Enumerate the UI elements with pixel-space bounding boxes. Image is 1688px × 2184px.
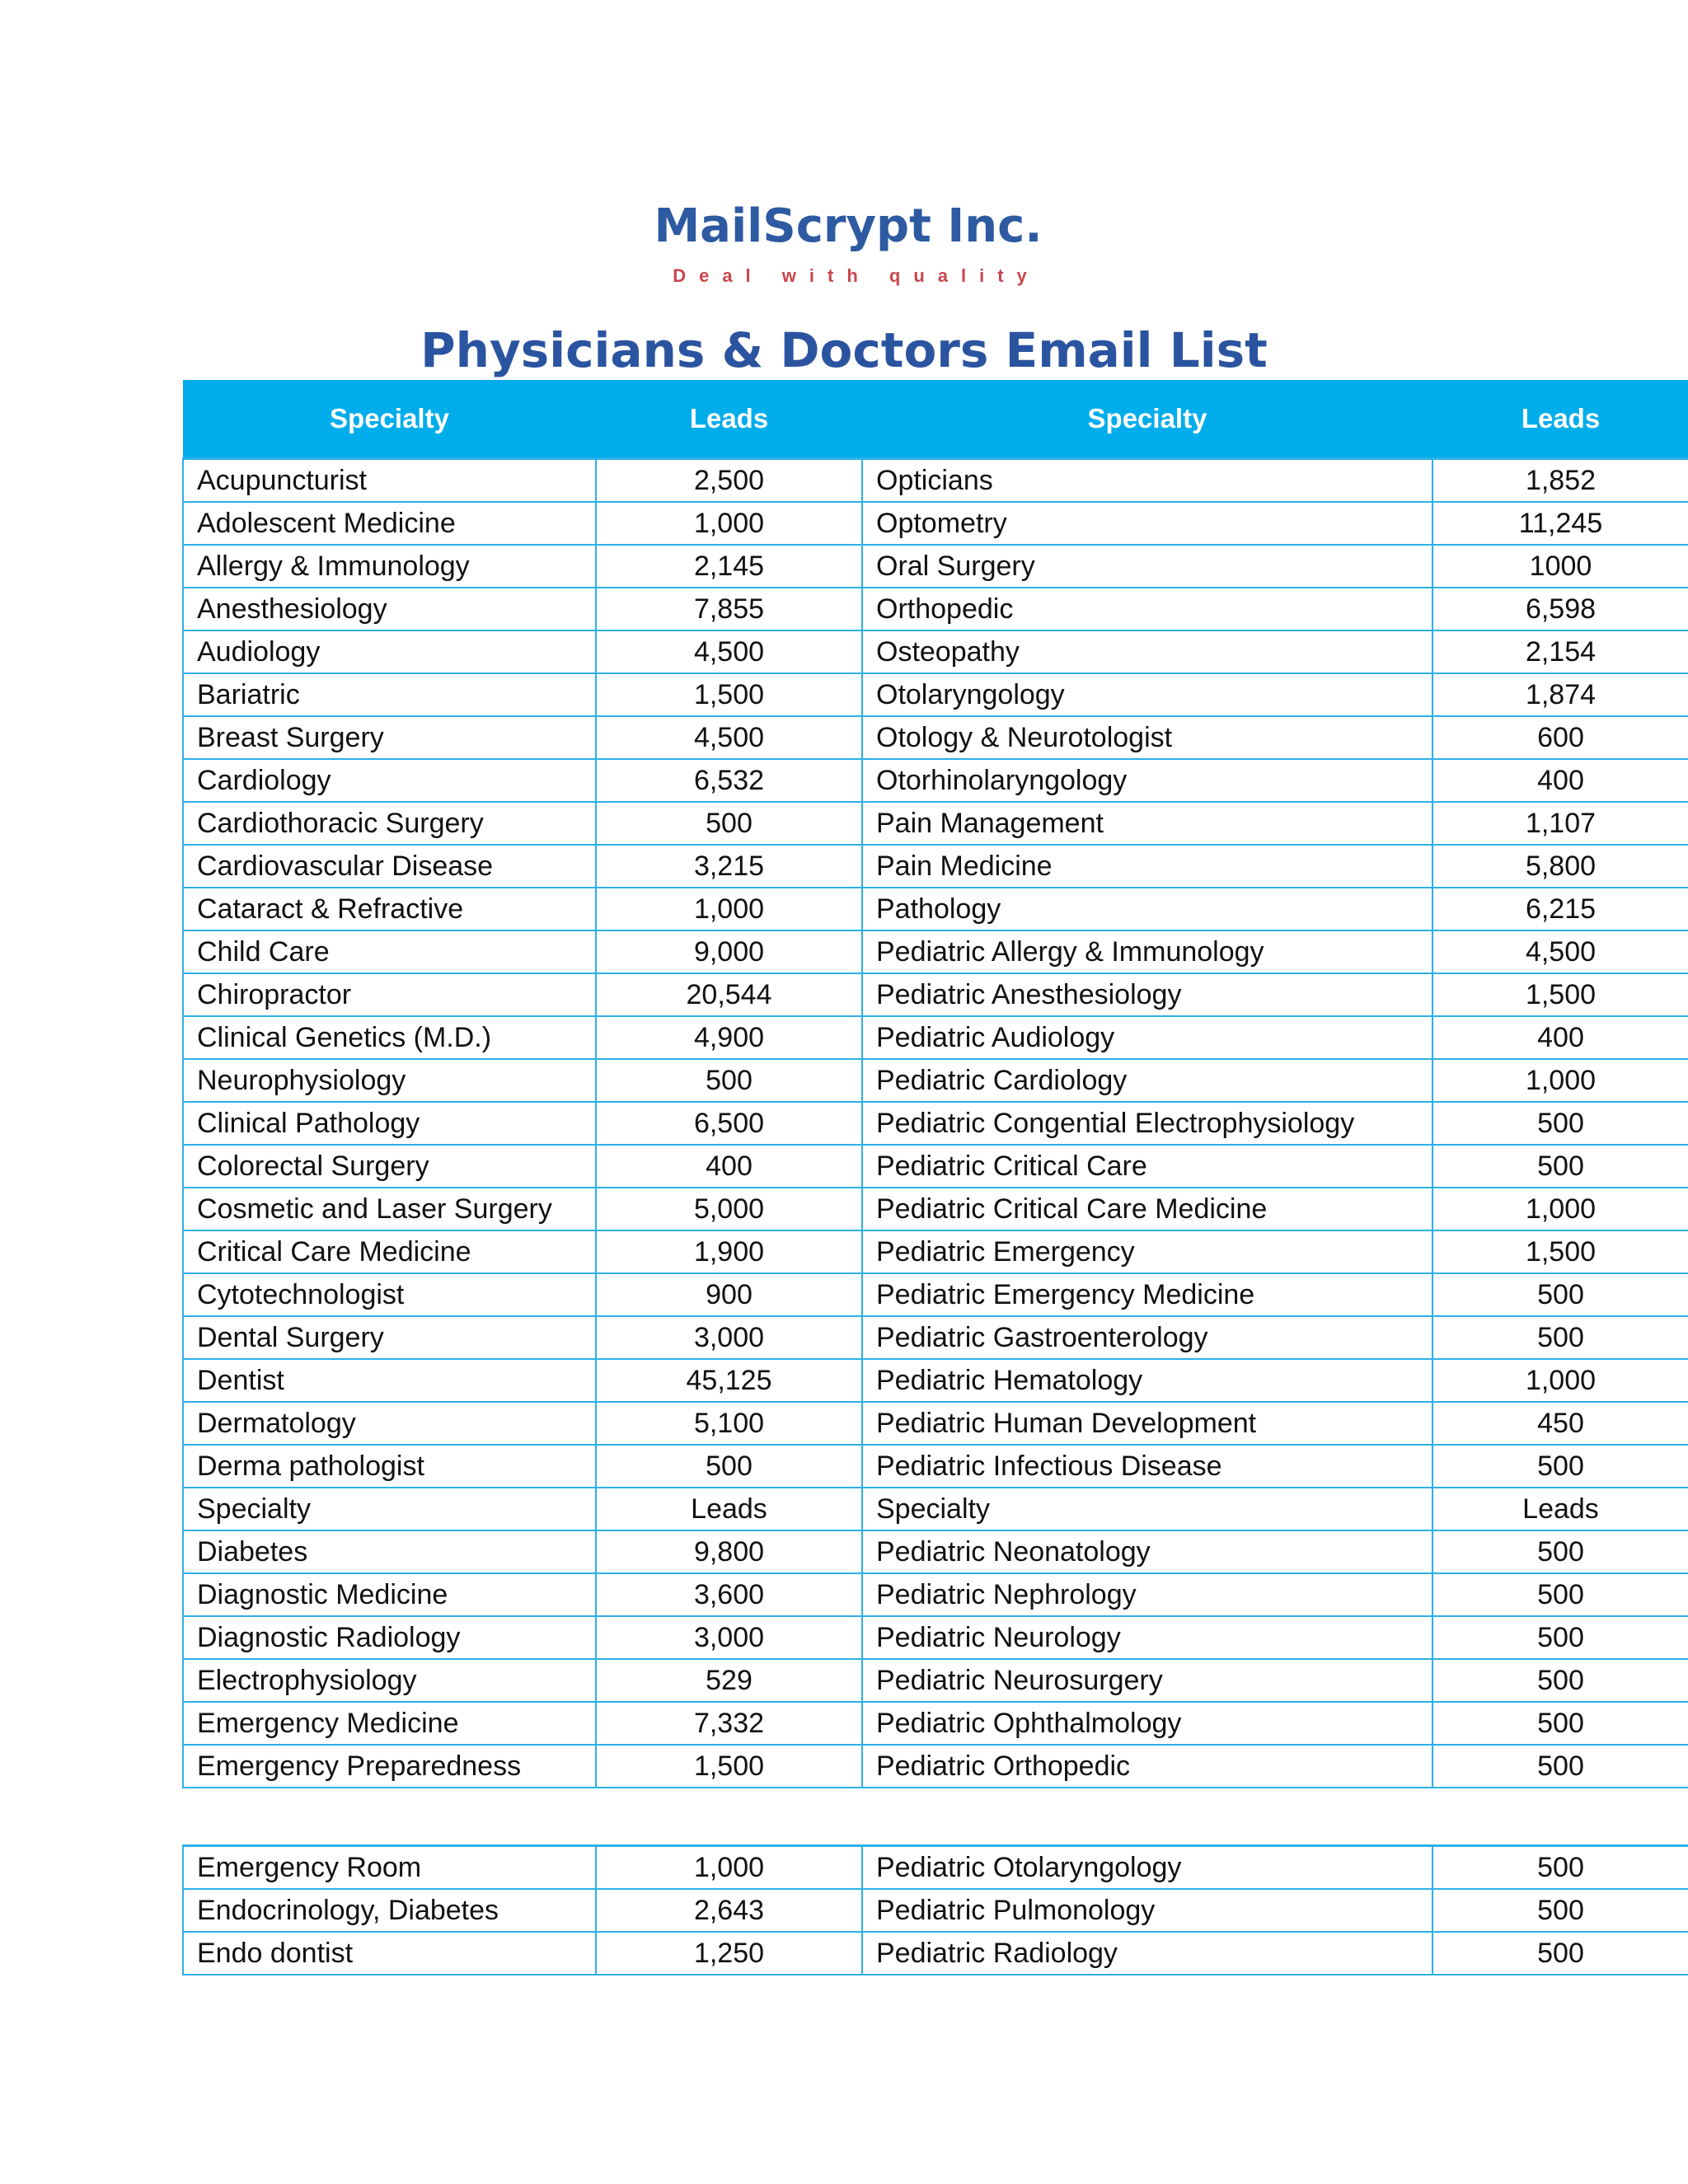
cell-specialty-right: Pediatric Ophthalmology <box>862 1702 1432 1745</box>
cell-leads-left: 3,000 <box>596 1316 862 1359</box>
leads-table-body <box>183 459 1688 1788</box>
cell-specialty-left: Clinical Pathology <box>183 1102 596 1145</box>
cell-specialty-right: Pediatric Neurosurgery <box>862 1659 1432 1702</box>
leads-table-continued <box>182 1844 1688 1975</box>
cell-specialty-left: Audiology <box>183 630 596 673</box>
leads-table <box>182 380 1688 1788</box>
cell-specialty-right: Pediatric Hematology <box>862 1359 1432 1402</box>
cell-specialty-left: Cardiothoracic Surgery <box>183 802 596 845</box>
cell-leads-right: 500 <box>1432 1659 1688 1702</box>
logo-name: MailScrypt Inc. <box>654 199 1043 253</box>
cell-leads-left: 4,500 <box>596 716 862 759</box>
leads-table-continued-body <box>183 1846 1688 1975</box>
cell-specialty-right: Pediatric Anesthesiology <box>862 973 1432 1016</box>
cell-leads-right: 500 <box>1432 1530 1688 1573</box>
cell-specialty-right: Pain Management <box>862 802 1432 845</box>
cell-leads-right: 500 <box>1432 1616 1688 1659</box>
cell-specialty-right: Otolaryngology <box>862 673 1432 716</box>
table-row <box>183 1188 1688 1230</box>
cell-specialty-left: Neurophysiology <box>183 1059 596 1102</box>
cell-specialty-right: Pediatric Human Development <box>862 1402 1432 1445</box>
cell-leads-left: 2,643 <box>596 1889 862 1932</box>
cell-specialty-left: Emergency Medicine <box>183 1702 596 1745</box>
cell-leads-left: 3,600 <box>596 1573 862 1616</box>
cell-leads-right: 1000 <box>1432 545 1688 588</box>
cell-leads-left: 6,500 <box>596 1102 862 1145</box>
cell-leads-left: 1,250 <box>596 1932 862 1975</box>
cell-leads-right: 1,107 <box>1432 802 1688 845</box>
cell-specialty-right: Pain Medicine <box>862 845 1432 888</box>
cell-specialty-right: Pediatric Cardiology <box>862 1059 1432 1102</box>
cell-leads-right: 500 <box>1432 1445 1688 1488</box>
table-row <box>183 1316 1688 1359</box>
table-row <box>183 1616 1688 1659</box>
cell-leads-right: 500 <box>1432 1316 1688 1359</box>
cell-leads-left: 2,145 <box>596 545 862 588</box>
table-row <box>183 888 1688 930</box>
cell-specialty-left: Emergency Room <box>183 1846 596 1890</box>
cell-leads-right: 1,874 <box>1432 673 1688 716</box>
table-row <box>183 459 1688 503</box>
cell-leads-right: 450 <box>1432 1402 1688 1445</box>
cell-specialty-right: Pediatric Audiology <box>862 1016 1432 1059</box>
cell-specialty-left: Colorectal Surgery <box>183 1145 596 1188</box>
cell-specialty-left: Cytotechnologist <box>183 1273 596 1316</box>
cell-leads-left: 1,000 <box>596 502 862 545</box>
cell-specialty-left: Bariatric <box>183 673 596 716</box>
cell-leads-right: 1,000 <box>1432 1359 1688 1402</box>
cell-leads-right: 6,215 <box>1432 888 1688 930</box>
cell-specialty-right: Opticians <box>862 459 1432 503</box>
company-logo <box>0 198 1688 288</box>
cell-specialty-right: Optometry <box>862 502 1432 545</box>
table-row <box>183 759 1688 802</box>
cell-specialty-left: Clinical Genetics (M.D.) <box>183 1016 596 1059</box>
table-row <box>183 930 1688 973</box>
cell-leads-left: 6,532 <box>596 759 862 802</box>
table-row <box>183 1659 1688 1702</box>
cell-leads-left: 7,855 <box>596 588 862 630</box>
table-row <box>183 1402 1688 1445</box>
table-row <box>183 973 1688 1016</box>
cell-leads-right: 4,500 <box>1432 930 1688 973</box>
cell-leads-right: 500 <box>1432 1889 1688 1932</box>
cell-specialty-right: Pediatric Emergency <box>862 1230 1432 1273</box>
cell-specialty-right: Pediatric Emergency Medicine <box>862 1273 1432 1316</box>
cell-leads-left: 20,544 <box>596 973 862 1016</box>
cell-leads-right: 11,245 <box>1432 502 1688 545</box>
table-row <box>183 1059 1688 1102</box>
cell-specialty-left: Child Care <box>183 930 596 973</box>
cell-specialty-left: Dental Surgery <box>183 1316 596 1359</box>
cell-specialty-left: Endocrinology, Diabetes <box>183 1889 596 1932</box>
cell-specialty-right: Pediatric Infectious Disease <box>862 1445 1432 1488</box>
cell-specialty-left: Breast Surgery <box>183 716 596 759</box>
table-row <box>183 1359 1688 1402</box>
cell-leads-right: 1,000 <box>1432 1059 1688 1102</box>
cell-specialty-right: Specialty <box>862 1488 1432 1530</box>
header-specialty-right: Specialty <box>862 380 1432 459</box>
table-row <box>183 630 1688 673</box>
cell-specialty-right: Pediatric Congential Electrophysiology <box>862 1102 1432 1145</box>
cell-specialty-left: Derma pathologist <box>183 1445 596 1488</box>
cell-leads-right: 6,598 <box>1432 588 1688 630</box>
cell-leads-left: 1,900 <box>596 1230 862 1273</box>
cell-leads-right: 500 <box>1432 1846 1688 1890</box>
cell-specialty-left: Cardiology <box>183 759 596 802</box>
cell-leads-left: 9,000 <box>596 930 862 973</box>
table-row <box>183 1846 1688 1890</box>
cell-leads-left: 1,500 <box>596 1745 862 1788</box>
cell-specialty-right: Pediatric Otolaryngology <box>862 1846 1432 1890</box>
cell-specialty-right: Pediatric Critical Care <box>862 1145 1432 1188</box>
cell-specialty-left: Diagnostic Radiology <box>183 1616 596 1659</box>
table-row <box>183 1530 1688 1573</box>
cell-specialty-right: Osteopathy <box>862 630 1432 673</box>
cell-leads-left: 7,332 <box>596 1702 862 1745</box>
cell-specialty-right: Oral Surgery <box>862 545 1432 588</box>
cell-specialty-right: Otology & Neurotologist <box>862 716 1432 759</box>
cell-leads-left: 2,500 <box>596 459 862 503</box>
table-header-row <box>183 380 1688 459</box>
header-leads-left: Leads <box>596 380 862 459</box>
cell-specialty-right: Pathology <box>862 888 1432 930</box>
cell-specialty-right: Pediatric Gastroenterology <box>862 1316 1432 1359</box>
table-row <box>183 1745 1688 1788</box>
cell-specialty-left: Adolescent Medicine <box>183 502 596 545</box>
cell-leads-right: 500 <box>1432 1273 1688 1316</box>
cell-specialty-right: Pediatric Critical Care Medicine <box>862 1188 1432 1230</box>
cell-specialty-left: Dentist <box>183 1359 596 1402</box>
cell-leads-right: 5,800 <box>1432 845 1688 888</box>
cell-specialty-right: Pediatric Radiology <box>862 1932 1432 1975</box>
cell-leads-left: 4,900 <box>596 1016 862 1059</box>
cell-leads-left: 5,000 <box>596 1188 862 1230</box>
cell-leads-left: 500 <box>596 802 862 845</box>
table-row <box>183 1889 1688 1932</box>
logo-tagline: Deal with quality <box>673 265 1040 286</box>
cell-leads-left: 45,125 <box>596 1359 862 1402</box>
cell-specialty-right: Pediatric Orthopedic <box>862 1745 1432 1788</box>
cell-leads-right: 1,500 <box>1432 973 1688 1016</box>
cell-leads-right: 400 <box>1432 759 1688 802</box>
cell-leads-left: 3,000 <box>596 1616 862 1659</box>
table-row <box>183 1573 1688 1616</box>
document-title: Physicians & Doctors Email List <box>420 322 1268 378</box>
header-specialty-left: Specialty <box>183 380 596 459</box>
cell-specialty-left: Critical Care Medicine <box>183 1230 596 1273</box>
cell-leads-right: 600 <box>1432 716 1688 759</box>
cell-specialty-left: Electrophysiology <box>183 1659 596 1702</box>
cell-specialty-left: Cosmetic and Laser Surgery <box>183 1188 596 1230</box>
table-row <box>183 588 1688 630</box>
cell-leads-left: 500 <box>596 1445 862 1488</box>
cell-leads-left: 400 <box>596 1145 862 1188</box>
cell-leads-right: 1,000 <box>1432 1188 1688 1230</box>
cell-specialty-left: Cardiovascular Disease <box>183 845 596 888</box>
table-row <box>183 502 1688 545</box>
table-row <box>183 1488 1688 1530</box>
cell-leads-right: 400 <box>1432 1016 1688 1059</box>
table-row <box>183 1273 1688 1316</box>
cell-leads-left: 9,800 <box>596 1530 862 1573</box>
cell-specialty-right: Pediatric Neurology <box>862 1616 1432 1659</box>
cell-leads-right: Leads <box>1432 1488 1688 1530</box>
cell-leads-right: 500 <box>1432 1745 1688 1788</box>
table-row <box>183 1702 1688 1745</box>
cell-specialty-right: Pediatric Allergy & Immunology <box>862 930 1432 973</box>
cell-leads-right: 500 <box>1432 1702 1688 1745</box>
cell-leads-left: 1,500 <box>596 673 862 716</box>
cell-leads-left: 5,100 <box>596 1402 862 1445</box>
table-row <box>183 1230 1688 1273</box>
cell-leads-right: 500 <box>1432 1145 1688 1188</box>
cell-specialty-left: Endo dontist <box>183 1932 596 1975</box>
table-row <box>183 716 1688 759</box>
cell-specialty-left: Diagnostic Medicine <box>183 1573 596 1616</box>
cell-leads-left: Leads <box>596 1488 862 1530</box>
table-row <box>183 673 1688 716</box>
table-row <box>183 1102 1688 1145</box>
cell-leads-right: 500 <box>1432 1102 1688 1145</box>
cell-specialty-left: Anesthesiology <box>183 588 596 630</box>
table-row <box>183 1016 1688 1059</box>
table-row <box>183 1145 1688 1188</box>
cell-specialty-right: Pediatric Pulmonology <box>862 1889 1432 1932</box>
cell-specialty-right: Pediatric Nephrology <box>862 1573 1432 1616</box>
cell-leads-left: 529 <box>596 1659 862 1702</box>
cell-specialty-left: Chiropractor <box>183 973 596 1016</box>
cell-specialty-left: Diabetes <box>183 1530 596 1573</box>
cell-specialty-left: Specialty <box>183 1488 596 1530</box>
header-leads-right: Leads <box>1432 380 1688 459</box>
table-row <box>183 845 1688 888</box>
cell-leads-left: 3,215 <box>596 845 862 888</box>
table-row <box>183 545 1688 588</box>
cell-leads-right: 1,500 <box>1432 1230 1688 1273</box>
cell-leads-left: 1,000 <box>596 888 862 930</box>
cell-leads-right: 2,154 <box>1432 630 1688 673</box>
cell-leads-left: 1,000 <box>596 1846 862 1890</box>
cell-specialty-left: Cataract & Refractive <box>183 888 596 930</box>
cell-leads-right: 500 <box>1432 1932 1688 1975</box>
cell-leads-right: 1,852 <box>1432 459 1688 503</box>
cell-specialty-left: Allergy & Immunology <box>183 545 596 588</box>
cell-specialty-left: Acupuncturist <box>183 459 596 503</box>
table-row <box>183 802 1688 845</box>
cell-specialty-right: Orthopedic <box>862 588 1432 630</box>
table-row <box>183 1445 1688 1488</box>
cell-specialty-right: Otorhinolaryngology <box>862 759 1432 802</box>
cell-specialty-left: Dermatology <box>183 1402 596 1445</box>
cell-leads-left: 500 <box>596 1059 862 1102</box>
cell-specialty-left: Emergency Preparedness <box>183 1745 596 1788</box>
cell-leads-left: 900 <box>596 1273 862 1316</box>
cell-leads-right: 500 <box>1432 1573 1688 1616</box>
cell-leads-left: 4,500 <box>596 630 862 673</box>
cell-specialty-right: Pediatric Neonatology <box>862 1530 1432 1573</box>
table-row <box>183 1932 1688 1975</box>
